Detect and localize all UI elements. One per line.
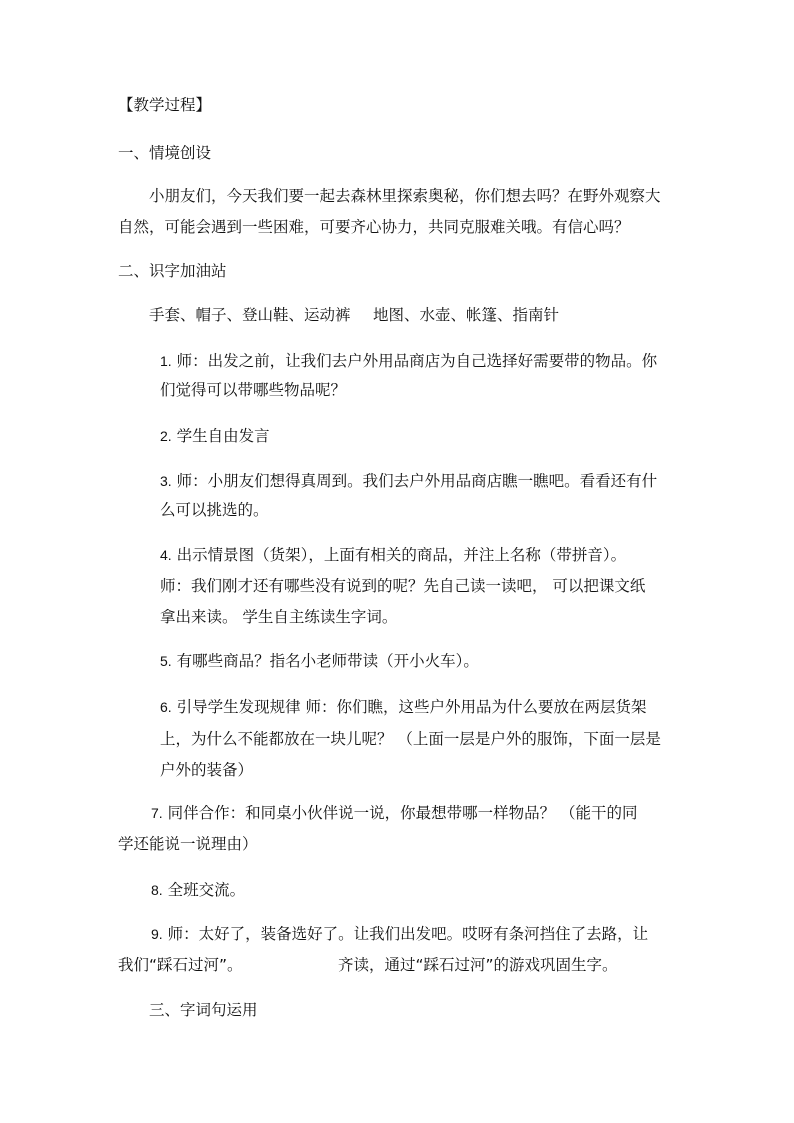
- item-number: 7.: [151, 805, 163, 821]
- intro-paragraph-line-2: 自然，可能会遇到一些困难，可要齐心协力，共同克服难关哦。有信心吗？: [118, 218, 630, 236]
- item-number: 6.: [160, 699, 172, 715]
- list-item-6: [160, 697, 647, 717]
- item-text: 师：太好了，装备选好了。让我们出发吧。哎呀有条河挡住了去路，让: [167, 925, 649, 943]
- item-text: 师：出发之前，让我们去户外用品商店为自己选择好需要带的物品。你: [176, 352, 658, 370]
- item-text: 有哪些商品？指名小老师带读（开小火车）。: [176, 652, 479, 670]
- intro-paragraph-line-1: 小朋友们，今天我们要一起去森林里探索奥秘，你们想去吗？在野外观察大: [149, 187, 661, 205]
- item-text: 同伴合作：和同桌小伙伴说一说，你最想带哪一样物品？ （能干的同: [167, 804, 638, 822]
- list-item-8: [151, 880, 245, 900]
- page-heading: 【教学过程】: [118, 96, 212, 114]
- list-item-1: [160, 351, 657, 371]
- list-item-4-cont-1: 师：我们刚才还有哪些没有说到的呢？先自己读一读吧， 可以把课文纸: [160, 577, 646, 595]
- list-item-3: [160, 471, 657, 491]
- list-item-7-cont: 学还能说一说理由）: [118, 835, 258, 853]
- list-item-7: [151, 803, 638, 823]
- word-list-equipment: 地图、水壶、帐篷、指南针: [373, 306, 560, 324]
- item-text: 出示情景图（货架），上面有相关的商品，并注上名称（带拼音）。: [176, 546, 627, 564]
- list-item-6-cont-2: 户外的装备）: [160, 761, 254, 779]
- list-item-9: [151, 924, 648, 944]
- list-item-3-cont: 么可以挑选的。: [160, 501, 269, 519]
- item-text: 师：小朋友们想得真周到。我们去户外用品商店瞧一瞧吧。看看还有什: [176, 472, 658, 490]
- section-1-title: 一、情境创设: [118, 144, 212, 162]
- word-list-clothing: 手套、帽子、登山鞋、运动裤: [149, 306, 351, 324]
- list-item-6-cont-1: 上，为什么不能都放在一块儿呢？ （上面一层是户外的服饰，下面一层是: [160, 730, 661, 748]
- item-number: 2.: [160, 428, 172, 444]
- item-number: 8.: [151, 882, 163, 898]
- item-number: 3.: [160, 473, 172, 489]
- item-number: 9.: [151, 926, 163, 942]
- list-item-1-cont: 们觉得可以带哪些物品呢？: [160, 381, 347, 399]
- item-number: 1.: [160, 353, 172, 369]
- list-item-9-cont-b: 齐读，通过“踩石过河”的游戏巩固生字。: [338, 956, 618, 974]
- item-number: 5.: [160, 653, 172, 669]
- section-3-title: 三、字词句运用: [149, 1001, 258, 1019]
- list-item-5: [160, 651, 479, 671]
- list-item-2: [160, 426, 270, 446]
- list-item-4: [160, 545, 626, 565]
- section-2-title: 二、识字加油站: [118, 262, 227, 280]
- list-item-9-cont-a: 我们“踩石过河”。: [118, 956, 243, 974]
- item-number: 4.: [160, 547, 172, 563]
- list-item-4-cont-2: 拿出来读。 学生自主练读生字词。: [160, 608, 398, 626]
- item-text: 引导学生发现规律 师：你们瞧，这些户外用品为什么要放在两层货架: [176, 698, 647, 716]
- item-text: 学生自由发言: [176, 427, 270, 445]
- item-text: 全班交流。: [167, 881, 246, 899]
